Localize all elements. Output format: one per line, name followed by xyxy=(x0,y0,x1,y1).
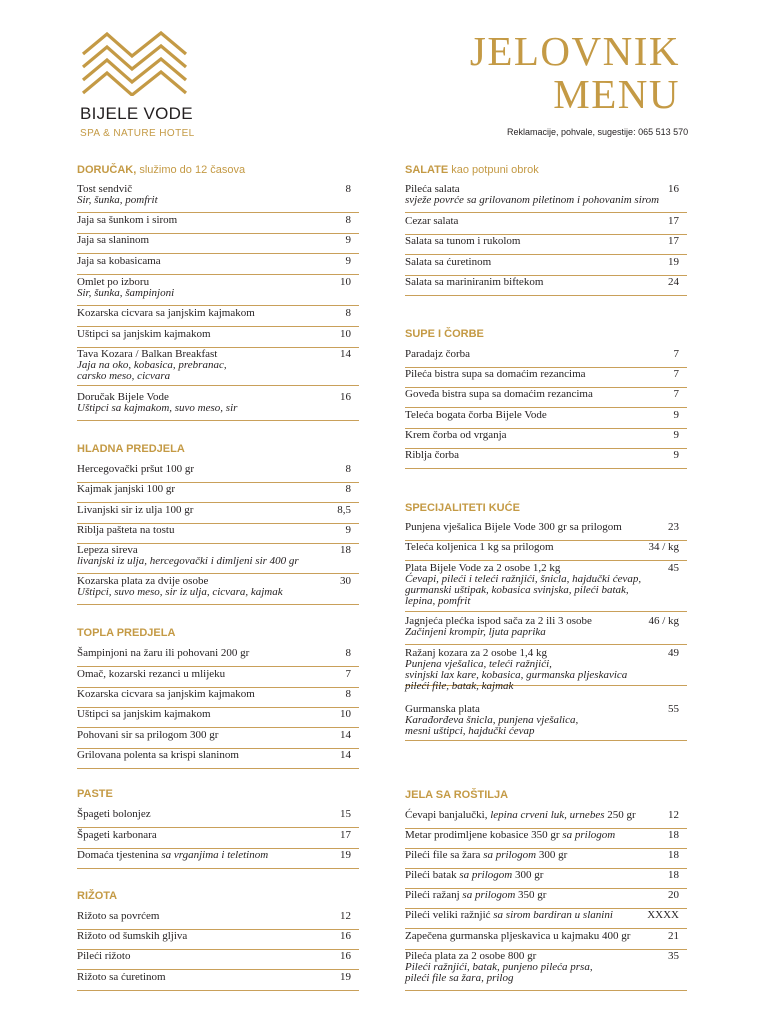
menu-item xyxy=(77,504,359,524)
menu-item xyxy=(405,647,687,692)
brand-subtitle: SPA & NATURE HOTEL xyxy=(80,128,195,139)
item-price: 8 xyxy=(345,483,351,495)
section-title-text: PASTE xyxy=(77,788,113,800)
item-name xyxy=(77,808,359,820)
item-description: svježe povrće sa grilovanom piletinom i pohovanim sirom xyxy=(405,194,660,206)
item-name-text: Pileći rižoto xyxy=(77,950,131,962)
item-price: 19 xyxy=(668,256,679,268)
menu-item xyxy=(77,183,359,213)
menu-item xyxy=(77,668,359,688)
item-name xyxy=(405,930,687,942)
section-title-text: SPECIJALITETI KUĆE xyxy=(405,502,520,514)
item-description: Karađorđeva šnicla, punjena vješalica, xyxy=(405,714,579,726)
item-price: 7 xyxy=(345,668,351,680)
item-price: XXXX xyxy=(647,909,679,921)
menu-item xyxy=(77,729,359,749)
item-name-text: Jaja sa šunkom i sirom xyxy=(77,214,178,226)
item-name xyxy=(77,483,359,495)
item-description: Sir, šunka, šampinjoni xyxy=(77,287,175,299)
item-name-text: Uštipci sa janjskim kajmakom xyxy=(77,328,211,340)
item-name xyxy=(77,910,359,922)
menu-item xyxy=(77,708,359,728)
item-description: livanjski iz ulja, hercegovački i dimljeni sir 400 gr xyxy=(77,555,299,567)
item-description: lepina, pomfrit xyxy=(405,595,471,607)
item-name xyxy=(405,521,687,533)
item-price: 23 xyxy=(668,521,679,533)
brand-name: BIJELE VODE xyxy=(80,104,193,123)
item-name-italic: sa vrganjima i teletinom xyxy=(161,849,269,861)
item-name-text: Punjena vješalica Bijele Vode 300 gr sa prilogom xyxy=(405,521,622,533)
menu-item xyxy=(405,909,687,929)
item-price: 34 / kg xyxy=(648,541,679,553)
item-name xyxy=(77,255,359,267)
item-price: 18 xyxy=(340,544,351,556)
item-price: 21 xyxy=(668,930,679,942)
item-name xyxy=(405,849,687,861)
item-description: mesni uštipci, hajdučki ćevap xyxy=(405,725,535,737)
item-name xyxy=(77,930,359,942)
section-title-text: DORUČAK, xyxy=(77,164,137,176)
menu-item xyxy=(405,869,687,889)
item-name-text: Rižoto sa ćuretinom xyxy=(77,971,166,983)
menu-item xyxy=(77,647,359,667)
item-name xyxy=(77,749,359,761)
item-name-text: Špageti karbonara xyxy=(77,829,157,841)
item-price: 12 xyxy=(668,809,679,821)
item-name-text: Tava Kozara / Balkan Breakfast xyxy=(77,348,218,360)
item-price: 46 / kg xyxy=(648,615,679,627)
item-price: 9 xyxy=(345,255,351,267)
menu-item xyxy=(405,930,687,950)
section-title-text: RIŽOTA xyxy=(77,890,118,902)
item-price: 24 xyxy=(668,276,679,288)
item-name-italic: lepina crveni luk, urnebes xyxy=(490,809,605,821)
item-name xyxy=(405,215,687,227)
menu-item xyxy=(405,809,687,829)
item-name-italic: sa prilogom xyxy=(462,889,516,901)
item-name-italic: sa sirom bardiran u slanini xyxy=(493,909,613,921)
contact-line: Reklamacije, pohvale, sugestije: 065 513 570 xyxy=(507,127,689,137)
menu-item xyxy=(77,849,359,869)
item-name-text: Lepeza sireva xyxy=(77,544,138,556)
item-name xyxy=(77,829,359,841)
item-name-text: Rižoto od šumskih gljiva xyxy=(77,930,188,942)
menu-item xyxy=(405,429,687,449)
item-price: 18 xyxy=(668,849,679,861)
item-name-text: Šampinjoni na žaru ili pohovani 200 gr xyxy=(77,647,250,659)
item-name-text: Hercegovački pršut 100 gr xyxy=(77,463,194,475)
item-description: Sir, šunka, pomfrit xyxy=(77,194,158,206)
item-name xyxy=(405,409,687,421)
menu-item xyxy=(405,541,687,561)
menu-item xyxy=(77,276,359,306)
item-price: 17 xyxy=(340,829,351,841)
item-name-italic: sa prilogom xyxy=(483,849,537,861)
item-name-text: Salata sa ćuretinom xyxy=(405,256,492,268)
item-price: 14 xyxy=(340,749,351,761)
title-line-menu: MENU xyxy=(553,71,680,117)
menu-item xyxy=(77,930,359,950)
menu-item xyxy=(405,449,687,469)
item-price: 9 xyxy=(673,449,679,461)
menu-item xyxy=(77,688,359,708)
menu-item xyxy=(405,368,687,388)
item-price: 45 xyxy=(668,562,679,574)
item-name-text: Goveđa bistra supa sa domaćim rezancima xyxy=(405,388,593,400)
menu-item xyxy=(77,328,359,348)
section-title-extra: služimo do 12 časova xyxy=(139,164,246,176)
item-name-text: Pileća plata za 2 osobe 800 gr xyxy=(405,950,537,962)
item-name-text: Rižoto sa povrćem xyxy=(77,910,160,922)
item-name-text: Kozarska cicvara sa janjskim kajmakom xyxy=(77,688,255,700)
item-description: Začinjeni krompir, ljuta paprika xyxy=(405,626,546,638)
menu-item xyxy=(405,521,687,541)
item-name-text: Riblja pašteta na tostu xyxy=(77,524,175,536)
hotel-logo xyxy=(80,30,195,139)
item-description: Punjena vješalica, teleći ražnjići, xyxy=(405,658,552,670)
menu-item xyxy=(77,575,359,605)
item-name xyxy=(77,849,359,861)
item-price: 55 xyxy=(668,703,679,715)
section-title-text: SALATE xyxy=(405,164,449,176)
item-price: 9 xyxy=(345,524,351,536)
item-name xyxy=(405,909,687,921)
item-name xyxy=(77,234,359,246)
item-price: 20 xyxy=(668,889,679,901)
item-name-italic: sa prilogom xyxy=(562,829,616,841)
menu-item xyxy=(405,388,687,408)
menu-item xyxy=(405,829,687,849)
item-name-text: Krem čorba od vrganja xyxy=(405,429,507,441)
menu-item xyxy=(405,256,687,276)
item-name-suffix: 300 gr xyxy=(515,869,544,881)
item-name xyxy=(77,708,359,720)
item-price: 14 xyxy=(340,729,351,741)
menu-item xyxy=(405,950,687,991)
menu-item xyxy=(77,950,359,970)
item-name xyxy=(77,729,359,741)
menu-item xyxy=(405,889,687,909)
menu-item xyxy=(77,544,359,574)
menu-item xyxy=(405,276,687,296)
item-name-text: Pileći veliki ražnjić xyxy=(405,909,491,921)
item-price: 9 xyxy=(345,234,351,246)
section-title-rostilj xyxy=(405,789,508,801)
item-description: gurmanski uštipak, kobasica svinjska, pileći batak, xyxy=(405,584,629,596)
item-description: svinjski lax kare, kobasica, gurmanska pljeskavica xyxy=(405,669,628,681)
item-description: Jaja na oko, kobasica, prebranac, xyxy=(77,359,227,371)
item-price: 10 xyxy=(340,276,351,288)
item-name-text: Pileća bistra supa sa domaćim rezancima xyxy=(405,368,586,380)
item-name-text: Ražanj kozara za 2 osobe 1,4 kg xyxy=(405,647,548,659)
item-price: 8,5 xyxy=(337,504,351,516)
item-description: Uštipci sa kajmakom, suvo meso, sir xyxy=(77,402,238,414)
item-description: carsko meso, cicvara xyxy=(77,370,171,382)
item-name-text: Pileći ražanj xyxy=(405,889,460,901)
item-name-text: Špageti bolonjez xyxy=(77,808,151,820)
menu-item xyxy=(405,183,687,213)
item-price: 19 xyxy=(340,849,351,861)
item-name-text: Omlet po izboru xyxy=(77,276,150,288)
section-title-topla xyxy=(77,627,175,639)
item-price: 10 xyxy=(340,328,351,340)
item-price: 8 xyxy=(345,183,351,195)
item-name xyxy=(77,463,359,475)
item-price: 17 xyxy=(668,235,679,247)
item-name-text: Zapečena gurmanska pljeskavica u kajmaku 400 gr xyxy=(405,930,631,942)
menu-item xyxy=(405,215,687,235)
section-title-salate xyxy=(405,164,539,176)
item-name-text: Ćevapi banjalučki, xyxy=(405,809,488,821)
item-price: 8 xyxy=(345,688,351,700)
menu-item xyxy=(405,615,687,645)
item-name-text: Uštipci sa janjskim kajmakom xyxy=(77,708,211,720)
section-title-extra: kao potpuni obrok xyxy=(451,164,539,176)
item-description: Uštipci, suvo meso, sir iz ulja, cicvara, kajmak xyxy=(77,586,283,598)
section-title-dorucak xyxy=(77,164,245,176)
section-title-text: JELA SA ROŠTILJA xyxy=(405,789,509,801)
item-price: 19 xyxy=(340,971,351,983)
item-name xyxy=(405,388,687,400)
item-name-text: Pileći file sa žara xyxy=(405,849,481,861)
item-description: Pileći ražnjići, batak, punjeno pileća prsa, xyxy=(405,961,593,973)
item-name xyxy=(77,307,359,319)
menu-item xyxy=(77,910,359,930)
item-price: 14 xyxy=(340,348,351,360)
item-price: 30 xyxy=(340,575,351,587)
item-name-text: Salata sa tunom i rukolom xyxy=(405,235,521,247)
section-title-supe xyxy=(405,328,484,340)
item-price: 8 xyxy=(345,647,351,659)
item-description: Ćevapi, pileći i teleći ražnjići, šnicla, hajdučki ćevap, xyxy=(405,573,642,585)
item-name-text: Teleća bogata čorba Bijele Vode xyxy=(405,409,547,421)
item-name-text: Kozarska cicvara sa janjskim kajmakom xyxy=(77,307,255,319)
item-name-suffix: 300 gr xyxy=(538,849,568,861)
item-price: 9 xyxy=(673,429,679,441)
item-name xyxy=(405,889,687,901)
menu-item xyxy=(405,409,687,429)
section-title-rizota xyxy=(77,890,117,902)
item-price: 18 xyxy=(668,829,679,841)
item-name xyxy=(405,869,687,881)
item-description: pileći file, batak, kajmak xyxy=(405,680,514,692)
item-price: 9 xyxy=(673,409,679,421)
item-name-text: Riblja čorba xyxy=(405,449,460,461)
menu-item xyxy=(77,749,359,769)
item-name xyxy=(77,647,359,659)
item-price: 17 xyxy=(668,215,679,227)
item-name xyxy=(405,429,687,441)
item-name-text: Domaća tjestenina xyxy=(77,849,159,861)
item-name-text: Grilovana polenta sa krispi slaninom xyxy=(77,749,239,761)
menu-item xyxy=(77,391,359,421)
item-price: 18 xyxy=(668,869,679,881)
item-name-text: Plata Bijele Vode za 2 osobe 1,2 kg xyxy=(405,562,561,574)
menu-title xyxy=(470,30,680,116)
menu-item xyxy=(77,307,359,327)
item-name xyxy=(405,449,687,461)
item-name-text: Salata sa mariniranim biftekom xyxy=(405,276,544,288)
section-title-text: SUPE I ČORBE xyxy=(405,328,484,340)
item-price: 16 xyxy=(340,930,351,942)
item-price: 7 xyxy=(673,368,679,380)
item-name-text: Jagnjeća plećka ispod sača za 2 ili 3 osobe xyxy=(405,615,592,627)
mountain-logo-icon xyxy=(80,30,189,96)
item-price: 15 xyxy=(340,808,351,820)
item-name-text: Pileći batak xyxy=(405,869,457,881)
menu-item xyxy=(77,524,359,544)
section-title-text: HLADNA PREDJELA xyxy=(77,443,185,455)
item-price: 7 xyxy=(673,388,679,400)
item-name-suffix: 250 gr xyxy=(607,809,636,821)
item-name-suffix: 350 gr xyxy=(518,889,547,901)
menu-item xyxy=(77,829,359,849)
menu-item xyxy=(77,348,359,386)
item-price: 49 xyxy=(668,647,679,659)
item-name xyxy=(405,829,687,841)
item-name-text: Metar prodimljene kobasice 350 gr xyxy=(405,829,560,841)
item-name xyxy=(405,276,687,288)
item-name xyxy=(405,368,687,380)
item-price: 8 xyxy=(345,214,351,226)
menu-item xyxy=(77,255,359,275)
menu-item xyxy=(405,849,687,869)
item-name-italic: sa prilogom xyxy=(459,869,513,881)
item-price: 12 xyxy=(340,910,351,922)
section-title-specijaliteti xyxy=(405,502,520,514)
menu-item xyxy=(77,971,359,991)
item-price: 16 xyxy=(340,391,351,403)
item-name xyxy=(77,668,359,680)
section-title-text: TOPLA PREDJELA xyxy=(77,627,176,639)
item-name-text: Livanjski sir iz ulja 100 gr xyxy=(77,504,194,516)
item-name-text: Jaja sa slaninom xyxy=(77,234,150,246)
item-name xyxy=(405,235,687,247)
item-price: 16 xyxy=(340,950,351,962)
item-price: 35 xyxy=(668,950,679,962)
item-name-text: Gurmanska plata xyxy=(405,703,480,715)
item-price: 8 xyxy=(345,463,351,475)
menu-item xyxy=(77,214,359,234)
item-name xyxy=(405,348,687,360)
item-name xyxy=(77,950,359,962)
item-name xyxy=(405,809,687,821)
item-name xyxy=(405,256,687,268)
menu-item xyxy=(405,235,687,255)
item-name-text: Doručak Bijele Vode xyxy=(77,391,169,403)
item-name xyxy=(77,688,359,700)
item-name xyxy=(405,541,687,553)
item-description: pileći file sa žara, prilog xyxy=(405,972,514,984)
item-name-text: Cezar salata xyxy=(405,215,459,227)
item-name-text: Kozarska plata za dvije osobe xyxy=(77,575,209,587)
item-name xyxy=(77,524,359,536)
item-name-text: Paradajz čorba xyxy=(405,348,471,360)
menu-item xyxy=(77,234,359,254)
menu-item xyxy=(405,562,687,612)
menu-item xyxy=(405,348,687,368)
item-price: 8 xyxy=(345,307,351,319)
menu-item xyxy=(405,703,687,741)
item-name-text: Teleća koljenica 1 kg sa prilogom xyxy=(405,541,554,553)
item-name xyxy=(77,504,359,516)
item-price: 16 xyxy=(668,183,679,195)
item-name-text: Pileća salata xyxy=(405,183,460,195)
item-name xyxy=(77,328,359,340)
item-name xyxy=(77,971,359,983)
menu-item xyxy=(77,483,359,503)
title-line-jelovnik: JELOVNIK xyxy=(469,28,680,74)
item-name-text: Jaja sa kobasicama xyxy=(77,255,161,267)
menu-item xyxy=(77,808,359,828)
item-name xyxy=(77,214,359,226)
item-name-text: Tost sendvič xyxy=(77,183,133,195)
item-price: 10 xyxy=(340,708,351,720)
item-name-text: Kajmak janjski 100 gr xyxy=(77,483,176,495)
item-name-text: Pohovani sir sa prilogom 300 gr xyxy=(77,729,219,741)
section-title-hladna xyxy=(77,443,185,455)
item-name-text: Omač, kozarski rezanci u mlijeku xyxy=(77,668,226,680)
section-title-paste xyxy=(77,788,113,800)
menu-item xyxy=(77,463,359,483)
item-price: 7 xyxy=(673,348,679,360)
